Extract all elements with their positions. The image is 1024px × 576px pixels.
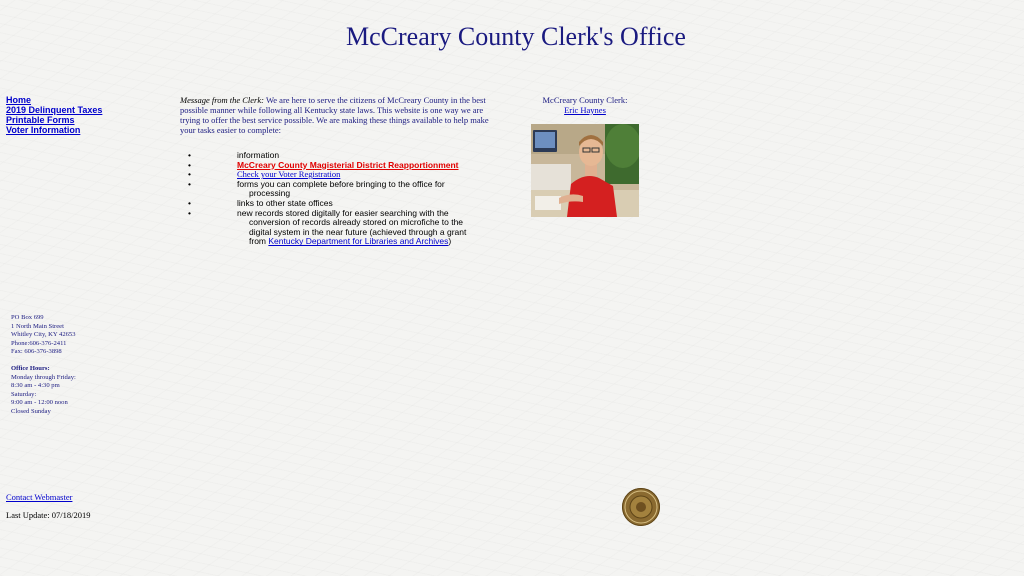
list-item-text: information <box>237 150 280 160</box>
clerk-info <box>530 95 640 115</box>
phone-line: Phone:606-376-2411 <box>11 339 67 347</box>
bullet-glyph: • <box>188 197 191 208</box>
nav-link-voter-information[interactable]: Voter Information <box>6 125 81 135</box>
list-item-text: links to other state offices <box>237 197 333 208</box>
hours-line: 8:30 am - 4:30 pm <box>11 382 60 389</box>
clerk-message <box>180 95 500 135</box>
reapportionment-link[interactable]: McCreary County Magisterial District Reapportionment <box>237 159 459 170</box>
clerk-name-link[interactable]: Eric Haynes <box>564 105 606 115</box>
voter-registration-link[interactable]: Check your Voter Registration <box>237 169 341 180</box>
hours-line: 9:00 am - 12:00 noon <box>11 399 68 406</box>
contact-webmaster-link[interactable]: Contact Webmaster <box>6 492 73 502</box>
message-body: We are here to serve the citizens of McCreary County in the best possible manner while following all Kentucky state laws. This website is one way we are trying to offer the best service possible. We are making these things available to help make your tasks easier to complete: <box>180 95 489 135</box>
office-hours-label: Office Hours: <box>11 365 50 372</box>
address-line: 1 North Main Street <box>11 322 64 330</box>
list-item-text: new records stored digitally for easier searching with the <box>237 207 449 218</box>
kdla-link[interactable]: Kentucky Department for Libraries and Archives <box>268 236 449 247</box>
footer-contact <box>6 492 72 502</box>
address-line: Whitley City, KY 42653 <box>11 331 76 338</box>
nav-link-home[interactable]: Home <box>6 95 32 105</box>
message-lead: Message from the Clerk: <box>180 95 264 105</box>
list-item-continued: conversion of records already stored on microfiche to the <box>249 217 464 228</box>
bullet-glyph: • <box>188 169 191 180</box>
clerk-photo <box>531 124 639 217</box>
bullet-glyph: • <box>188 150 191 160</box>
fax-line: Fax: 606-376-3898 <box>11 348 62 355</box>
hours-line: Closed Sunday <box>11 407 51 415</box>
hours-line: Monday through Friday: <box>11 373 76 381</box>
hours-line: Saturday: <box>11 390 37 398</box>
last-update-text: Last Update: 07/18/2019 <box>6 510 91 520</box>
nav-link-delinquent-taxes[interactable]: 2019 Delinquent Taxes <box>6 105 103 115</box>
county-seal-icon <box>621 487 661 527</box>
bullet-glyph: • <box>188 159 191 170</box>
bullet-glyph: • <box>188 207 191 218</box>
contact-address <box>11 314 76 416</box>
address-line: PO Box 699 <box>11 314 44 321</box>
list-item-continued: processing <box>249 188 291 199</box>
list-item-text: forms you can complete before bringing to the office for <box>237 178 445 189</box>
list-item <box>188 180 478 199</box>
list-item-continued: digital system in the near future (achieved through a grant <box>249 226 467 237</box>
nav-link-printable-forms[interactable]: Printable Forms <box>6 115 75 125</box>
list-item-continued: ) <box>448 236 452 247</box>
page-title: McCreary County Clerk's Office <box>346 22 686 51</box>
main-nav <box>6 95 102 135</box>
clerk-label: McCreary County Clerk: <box>542 95 628 105</box>
bullet-glyph: • <box>188 178 191 189</box>
services-list <box>188 151 478 247</box>
list-item-continued: from <box>249 236 269 247</box>
list-item <box>188 209 478 247</box>
